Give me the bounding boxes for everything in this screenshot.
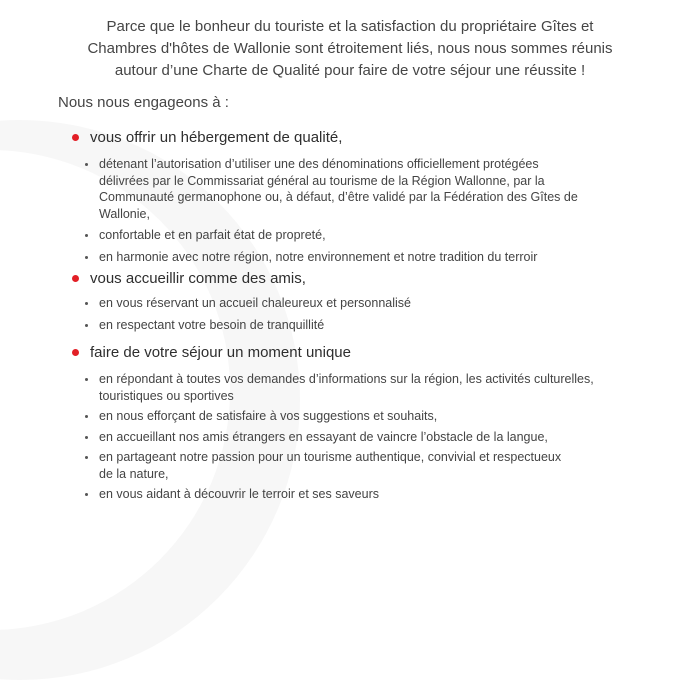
list-item-line: confortable et en parfait état de propreté, (99, 228, 326, 242)
bullet-icon (85, 456, 88, 459)
intro-line: autour d’une Charte de Qualité pour faire de votre séjour une réussite ! (114, 62, 586, 79)
list-item-line: en répondant à toutes vos demandes d’informations sur la région, les activités culturelles, (99, 372, 594, 386)
list-item-line: Wallonie, (99, 206, 150, 221)
bullet-icon (85, 324, 88, 327)
section-title: vous accueillir comme des amis, (90, 270, 306, 287)
bullet-icon (85, 378, 88, 381)
list-item (58, 408, 658, 425)
list-item-line: touristiques ou sportives (99, 388, 234, 403)
list-item-line: en accueillant nos amis étrangers en essayant de vaincre l’obstacle de la langue, (99, 429, 548, 444)
bullet-icon (85, 436, 88, 439)
bullet-icon (85, 302, 88, 305)
list-item-line: de la nature, (99, 466, 169, 481)
list-item-line: en vous aidant à découvrir le terroir et ses saveurs (99, 487, 379, 501)
list-item (58, 227, 658, 244)
bullet-icon (85, 415, 88, 418)
intro-line: Chambres d'hôtes de Wallonie sont étroitement liés, nous nous sommes réunis (87, 40, 613, 57)
list-item (58, 449, 658, 482)
list-item (58, 295, 658, 312)
list-item (58, 371, 658, 404)
list-item-line: Communauté germanophone ou, à défaut, d’être validé par la Fédération des Gîtes de (99, 190, 578, 204)
section-heading (58, 128, 658, 148)
bullet-icon (85, 163, 88, 166)
list-item (58, 486, 658, 503)
list-item (58, 156, 658, 222)
list-item-line: en vous réservant un accueil chaleureux et personnalisé (99, 296, 411, 310)
section-heading (58, 343, 658, 363)
red-bullet-icon (72, 275, 79, 282)
section-welcome (58, 269, 658, 333)
bullet-icon (85, 256, 88, 259)
red-bullet-icon (72, 134, 79, 141)
list-item-line: en respectant votre besoin de tranquillité (99, 317, 325, 332)
list-item-line: détenant l’autorisation d’utiliser une des dénominations officiellement protégées (99, 157, 539, 171)
list-item-line: en partageant notre passion pour un tourisme authentique, convivial et respectueux (99, 450, 562, 464)
red-bullet-icon (72, 349, 79, 356)
list-item (58, 317, 658, 334)
section-title: vous offrir un hébergement de qualité, (90, 129, 343, 146)
section-heading (58, 269, 658, 289)
intro-paragraph (40, 16, 660, 82)
engage-heading: Nous nous engageons à : (58, 94, 229, 111)
list-item (58, 429, 658, 446)
list-item (58, 249, 658, 266)
section-quality (58, 128, 658, 265)
section-unique-stay (58, 343, 658, 503)
list-item-line: délivrées par le Commissariat général au tourisme de la Région Wallonne, par la (99, 173, 545, 188)
section-title: faire de votre séjour un moment unique (90, 344, 351, 361)
bullet-icon (85, 234, 88, 237)
list-item-line: en harmonie avec notre région, notre environnement et notre tradition du terroir (99, 249, 538, 264)
list-item-line: en nous efforçant de satisfaire à vos suggestions et souhaits, (99, 409, 438, 423)
bullet-icon (85, 493, 88, 496)
intro-line: Parce que le bonheur du touriste et la satisfaction du propriétaire Gîtes et (106, 18, 594, 35)
